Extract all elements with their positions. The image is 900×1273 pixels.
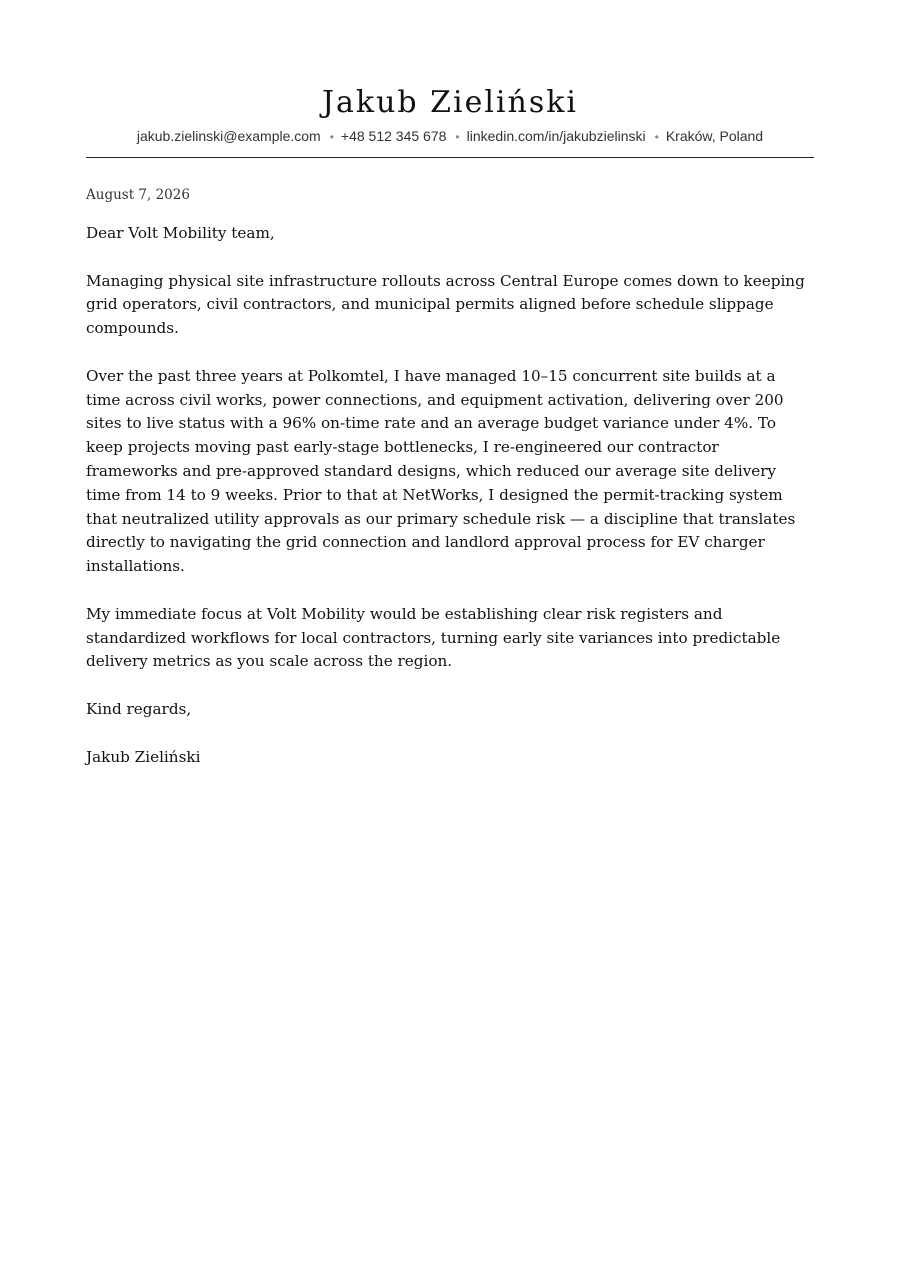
body-paragraph: Over the past three years at Polkomtel, I have managed 10–15 concurrent site builds at a time across civil works, power connections, and equipment activation, delivering over 200 sites to live status with a 96% on-time rate and an average budget variance under 4%. To keep projects moving past early-stage bottlenecks, I re-engineered our contractor frameworks and pre-approved standard designs, which reduced our average site delivery time from 14 to 9 weeks. Prior to that at NetWorks, I designed the permit-tracking system that neutralized utility approvals as our primary schedule risk — a discipline that translates directly to navigating the grid connection and landlord approval process for EV charger installations.	[86, 366, 796, 576]
contact-separator: •	[455, 130, 460, 144]
letter-body	[86, 222, 814, 793]
letter-date: August 7, 2026	[86, 187, 190, 203]
email-address: jakub.zielinski@example.com	[136, 128, 321, 144]
location: Kraków, Poland	[665, 128, 764, 144]
contact-separator: •	[654, 130, 659, 144]
salutation: Dear Volt Mobility team,	[86, 224, 275, 242]
signature: Jakub Zieliński	[86, 747, 201, 766]
linkedin-url: linkedin.com/in/jakubzielinski	[466, 128, 646, 144]
phone-number: +48 512 345 678	[340, 128, 447, 144]
applicant-name: Jakub Zieliński	[321, 85, 579, 120]
contact-separator: •	[329, 130, 334, 144]
header-divider	[86, 157, 814, 158]
closing: Kind regards,	[86, 699, 192, 718]
contact-line	[86, 127, 814, 146]
body-paragraph: My immediate focus at Volt Mobility would be establishing clear risk registers and standardized workflows for local contractors, turning early site variances into predictable delivery metrics as you scale across the region.	[86, 604, 781, 671]
body-paragraph: Managing physical site infrastructure rollouts across Central Europe comes down to keeping grid operators, civil contractors, and municipal permits aligned before schedule slippage compounds.	[86, 271, 805, 338]
